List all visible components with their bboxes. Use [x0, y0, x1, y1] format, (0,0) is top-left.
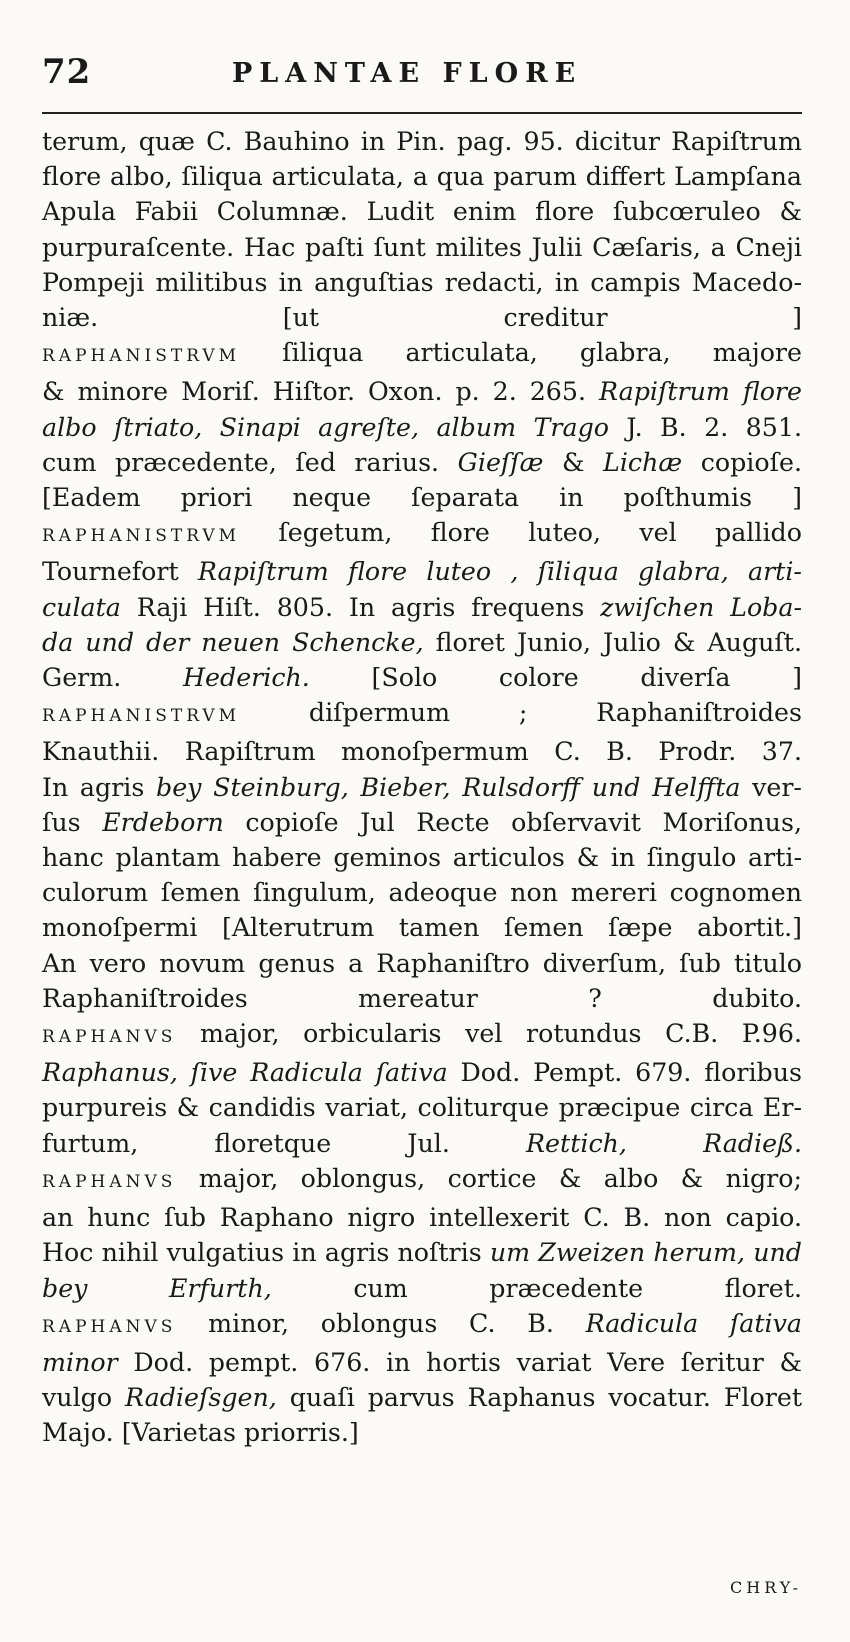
- italic-run: Rapiſtrum flore luteo , ſiliqua glabra, arti-: [197, 557, 802, 587]
- text-run: J. B. 2. 851.: [609, 412, 802, 442]
- text-line: [42, 124, 802, 159]
- italic-run: Rettich, Radieß.: [526, 1128, 802, 1158]
- text-run: An vero novum genus a Raphaniſtro diverſum, ſub titulo: [42, 948, 802, 978]
- italic-run: Hederich.: [182, 663, 310, 693]
- text-run: Dod. Pempt. 679. floribus: [447, 1058, 802, 1088]
- text-run: purpureis & candidis variat, coliturque præcipue circa Er-: [42, 1093, 802, 1123]
- text-line: [42, 554, 802, 589]
- text-line: [42, 445, 802, 480]
- text-run: Majo. [Varietas priorris.]: [42, 1418, 359, 1448]
- running-head: PLANTAE FLORE: [232, 58, 583, 89]
- text-run: terum, quæ C. Bauhino in Pin. pag. 95. dicitur Rapiſtrum: [42, 127, 802, 156]
- catchword: CHRY-: [730, 1578, 802, 1597]
- entry-heading: RAPHANVS: [42, 1171, 177, 1192]
- italic-run: albo ſtriato, Sinapi agreſte, album Trago: [42, 412, 609, 442]
- text-line: [42, 910, 802, 945]
- italic-run: Gieſſæ: [457, 447, 544, 477]
- text-run: Dod. pempt. 676. in hortis variat Vere ſeritur &: [117, 1347, 802, 1377]
- text-line: [42, 410, 802, 445]
- text-run: flore albo, ſiliqua articulata, a qua parum differt Lampſana: [42, 162, 802, 192]
- italic-run: Erdeborn: [102, 807, 224, 837]
- text-run: hanc plantam habere geminos articulos & in ſingulo arti-: [42, 843, 802, 873]
- text-run: quaſi parvus Raphanus vocatur. Floret: [276, 1383, 802, 1413]
- text-line: [42, 230, 802, 265]
- text-run: [Solo colore diverſa ]: [309, 663, 802, 693]
- text-line: [42, 374, 802, 409]
- text-run: [Eadem priori neque ſeparata in poſthumis ]: [42, 483, 802, 513]
- text-line: [42, 1161, 802, 1200]
- text-run: Pompeji militibus in anguſtias redacti, in campis Macedo-: [42, 267, 802, 297]
- text-run: Raphaniſtroides mereatur ? dubito.: [42, 983, 802, 1013]
- italic-run: minor: [42, 1347, 118, 1377]
- entry-heading: RAPHANISTRVM: [42, 346, 241, 367]
- text-run: Raji Hiſt. 805. In agris frequens: [120, 592, 601, 622]
- text-run: cum præcedente, ſed rarius.: [42, 447, 458, 477]
- text-run: furtum, floretque Jul.: [42, 1128, 527, 1158]
- entry-heading: RAPHANISTRVM: [42, 526, 241, 547]
- text-line: [42, 625, 802, 660]
- header-rule: [42, 112, 802, 114]
- text-line: [42, 194, 802, 229]
- text-line: [42, 265, 802, 300]
- page-header: [42, 52, 802, 102]
- italic-run: Rapiſtrum flore: [598, 377, 802, 407]
- italic-run: da und der neuen Schencke,: [42, 627, 424, 657]
- text-run: diſpermum ; Raphaniſtroides: [240, 698, 802, 728]
- italic-run: um Zweizen herum, und: [489, 1238, 802, 1268]
- italic-run: zwiſchen Loba-: [600, 592, 802, 622]
- text-line: [42, 1235, 802, 1270]
- text-line: [42, 770, 802, 805]
- entry-heading: RAPHANISTRVM: [42, 706, 241, 727]
- text-run: niæ. [ut creditur ]: [42, 303, 802, 333]
- text-run: vulgo: [42, 1383, 126, 1413]
- text-run: purpuraſcente. Hac paſti ſunt milites Julii Cæſaris, a Cneji: [42, 232, 802, 262]
- text-run: Knauthii. Rapiſtrum monoſpermum C. B. Prodr. 37.: [42, 737, 802, 767]
- text-line: [42, 1126, 802, 1161]
- text-run: culorum ſemen ſingulum, adeoque non mereri cognomen: [42, 878, 802, 908]
- text-run: In agris: [42, 772, 157, 802]
- text-line: [42, 875, 802, 910]
- text-run: floret Junio, Julio & Auguſt.: [423, 627, 802, 657]
- text-line: [42, 660, 802, 695]
- text-line: [42, 1306, 802, 1345]
- text-line: [42, 695, 802, 734]
- italic-run: bey Steinburg, Bieber, Rulsdorff und Helffta: [156, 772, 741, 802]
- text-run: minor, oblongus C. B.: [176, 1308, 586, 1338]
- text-run: Germ.: [42, 663, 183, 693]
- text-line: [42, 1380, 802, 1415]
- text-line: [42, 734, 802, 769]
- text-line: [42, 1271, 802, 1306]
- page-number: 72: [42, 52, 92, 92]
- text-run: an hunc ſub Raphano nigro intellexerit C. B. non capio.: [42, 1203, 802, 1233]
- text-line: [42, 946, 802, 981]
- text-line: [42, 480, 802, 515]
- text-run: copioſe.: [682, 447, 802, 477]
- text-line: [42, 159, 802, 194]
- text-run: Hoc nihil vulgatius in agris noſtris: [42, 1238, 490, 1268]
- text-line: [42, 805, 802, 840]
- italic-run: Raphanus, ſive Radicula ſativa: [42, 1058, 448, 1088]
- text-line: [42, 590, 802, 625]
- text-run: Tournefort: [42, 557, 198, 587]
- italic-run: Radieſsgen,: [125, 1383, 277, 1413]
- text-run: monoſpermi [Alterutrum tamen ſemen ſæpe abortit.]: [42, 913, 802, 943]
- text-line: [42, 1016, 802, 1055]
- italic-run: culata: [42, 592, 121, 622]
- text-run: & minore Moriſ. Hiſtor. Oxon. p. 2. 265.: [42, 377, 599, 407]
- entry-heading: RAPHANVS: [42, 1027, 177, 1048]
- text-line: [42, 840, 802, 875]
- text-run: copioſe Jul Recte obſervavit Moriſonus,: [223, 807, 802, 837]
- text-run: major, oblongus, cortice & albo & nigro;: [176, 1163, 802, 1193]
- text-run: major, orbicularis vel rotundus C.B. P.96.: [176, 1019, 802, 1049]
- text-run: &: [543, 447, 604, 477]
- text-line: [42, 1200, 802, 1235]
- text-run: ſus: [42, 807, 103, 837]
- text-run: Apula Fabii Columnæ. Ludit enim flore ſubcœruleo &: [42, 197, 802, 227]
- text-line: [42, 1055, 802, 1090]
- text-line: [42, 300, 802, 335]
- text-run: ver-: [740, 772, 802, 802]
- text-run: ſiliqua articulata, glabra, majore: [240, 338, 802, 368]
- text-line: [42, 335, 802, 374]
- italic-run: bey Erfurth,: [42, 1273, 272, 1303]
- text-line: [42, 1090, 802, 1125]
- text-line: [42, 515, 802, 554]
- italic-run: Radicula ſativa: [585, 1308, 802, 1338]
- text-line: [42, 1345, 802, 1380]
- body-text: [42, 124, 802, 1451]
- text-line: [42, 1415, 802, 1450]
- text-line: [42, 981, 802, 1016]
- italic-run: Lichæ: [603, 447, 683, 477]
- entry-heading: RAPHANVS: [42, 1316, 177, 1337]
- text-run: cum præcedente floret.: [271, 1273, 802, 1303]
- text-run: ſegetum, flore luteo, vel pallido: [240, 518, 802, 548]
